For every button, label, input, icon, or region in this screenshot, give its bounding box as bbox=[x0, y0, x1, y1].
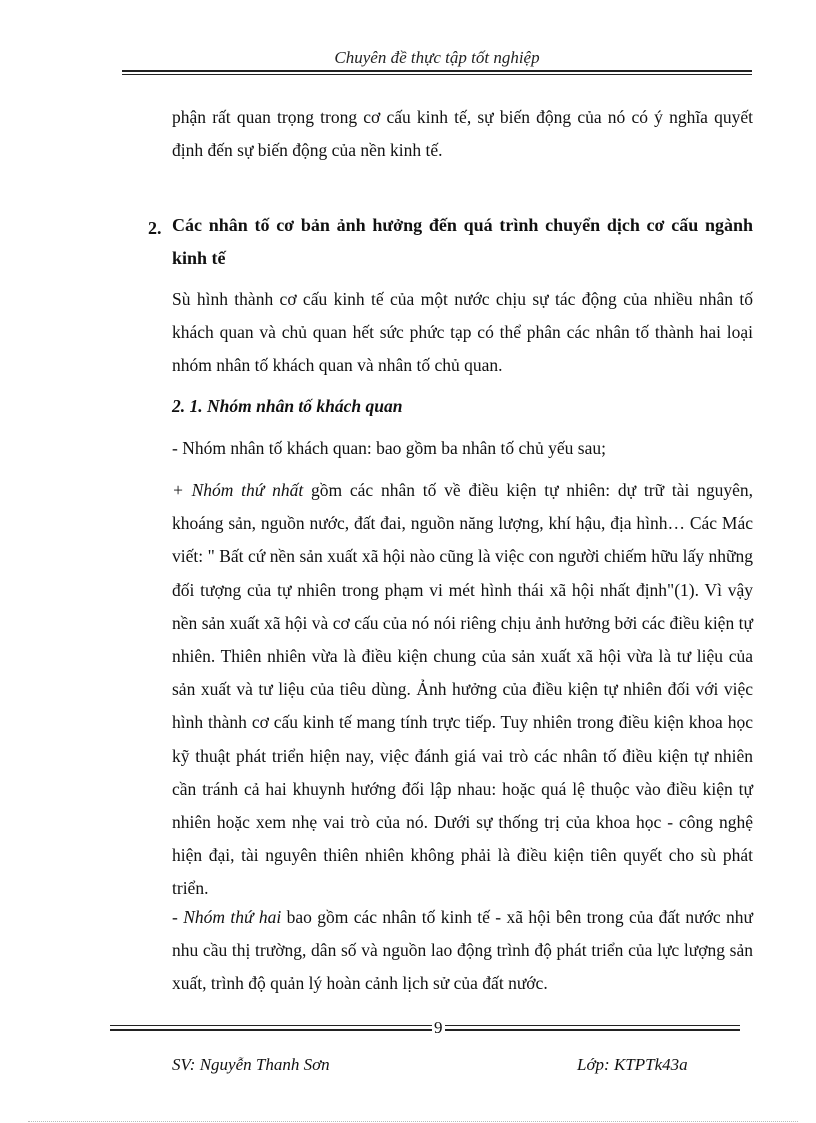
footer-class: Lớp: KTPTk43a bbox=[577, 1055, 688, 1074]
group1-paragraph bbox=[172, 474, 753, 906]
group2-label: Nhóm thứ hai bbox=[183, 907, 282, 927]
subsection-title: 2. 1. Nhóm nhân tố khách quan bbox=[172, 396, 403, 416]
group2-prefix: - bbox=[172, 907, 184, 927]
list-intro-paragraph bbox=[172, 432, 753, 465]
intro-text: Sù hình thành cơ cấu kinh tế của một nước chịu sự tác động của nhiều nhân tố khách quan và chủ quan hết sức phức tạp có thể phân các nhân tố thành hai loại nhóm nhân tố khách quan và nhân tố chủ quan. bbox=[172, 289, 753, 376]
list-intro-text: - Nhóm nhân tố khách quan: bao gồm ba nhân tố chủ yếu sau; bbox=[172, 438, 606, 458]
continuation-text: phận rất quan trọng trong cơ cấu kinh tế, sự biến động của nó có ý nghĩa quyết định đến sự biến động của nền kinh tế. bbox=[172, 107, 753, 161]
header-rule-bottom bbox=[122, 74, 752, 75]
group2-paragraph bbox=[172, 901, 753, 1001]
group2-text: bao gồm các nhân tố kinh tế - xã hội bên trong của đất nước như nhu cầu thị trường, dân số và nguồn lao động trình độ phát triển của lực lượng sản xuất, trình độ quản lý hoàn cảnh lịch sử của đất nước. bbox=[172, 907, 753, 994]
page-header-title: Chuyên đề thực tập tốt nghiệp bbox=[334, 48, 540, 67]
footer-rule-bottom bbox=[110, 1029, 740, 1031]
section-number: 2. bbox=[148, 218, 162, 238]
footer-rule-top bbox=[110, 1025, 740, 1026]
intro-paragraph bbox=[172, 283, 753, 383]
page-bottom-dotted-line bbox=[28, 1121, 798, 1122]
subsection-heading bbox=[172, 390, 753, 423]
section-heading bbox=[172, 209, 753, 275]
footer-student-name: SV: Nguyễn Thanh Sơn bbox=[172, 1055, 330, 1074]
header-rule-top bbox=[122, 70, 752, 72]
group1-label: + Nhóm thứ nhất bbox=[172, 480, 304, 500]
page-number: 9 bbox=[434, 1018, 443, 1037]
continuation-paragraph bbox=[172, 101, 753, 167]
section-title: Các nhân tố cơ bản ảnh hưởng đến quá trình chuyển dịch cơ cấu ngành kinh tế bbox=[172, 215, 753, 269]
group1-text: gồm các nhân tố về điều kiện tự nhiên: dự trữ tài nguyên, khoáng sản, nguồn nước, đất đai, nguồn năng lượng, khí hậu, địa hình… Các Mác viết: " Bất cứ nền sản xuất xã hội nào cũng là việc con người chiếm hữu lấy những đối tượng của tự nhiên trong phạm vi mét hình thái xã hội nhất định"(1). Vì vậy nền sản xuất xã hội và cơ cấu của nó nói riêng chịu ảnh hưởng bởi các điều kiện tự nhiên. Thiên nhiên vừa là điều kiện chung của sản xuất xã hội vừa là tư liệu của sản xuất và tư liệu của tiêu dùng. Ảnh hưởng của điều kiện tự nhiên đối với việc hình thành cơ cấu kinh tế mang tính trực tiếp. Tuy nhiên trong điều kiện khoa học kỹ thuật phát triển hiện nay, việc đánh giá vai trò các nhân tố điều kiện tự nhiên cần tránh cả hai khuynh hướng đối lập nhau: hoặc quá lệ thuộc vào điều kiện tự nhiên hoặc xem nhẹ vai trò của nó. Dưới sự thống trị của khoa học - công nghệ hiện đại, tài nguyên thiên nhiên không phải là điều kiện tiên quyết cho sù phát triển. bbox=[172, 480, 753, 899]
